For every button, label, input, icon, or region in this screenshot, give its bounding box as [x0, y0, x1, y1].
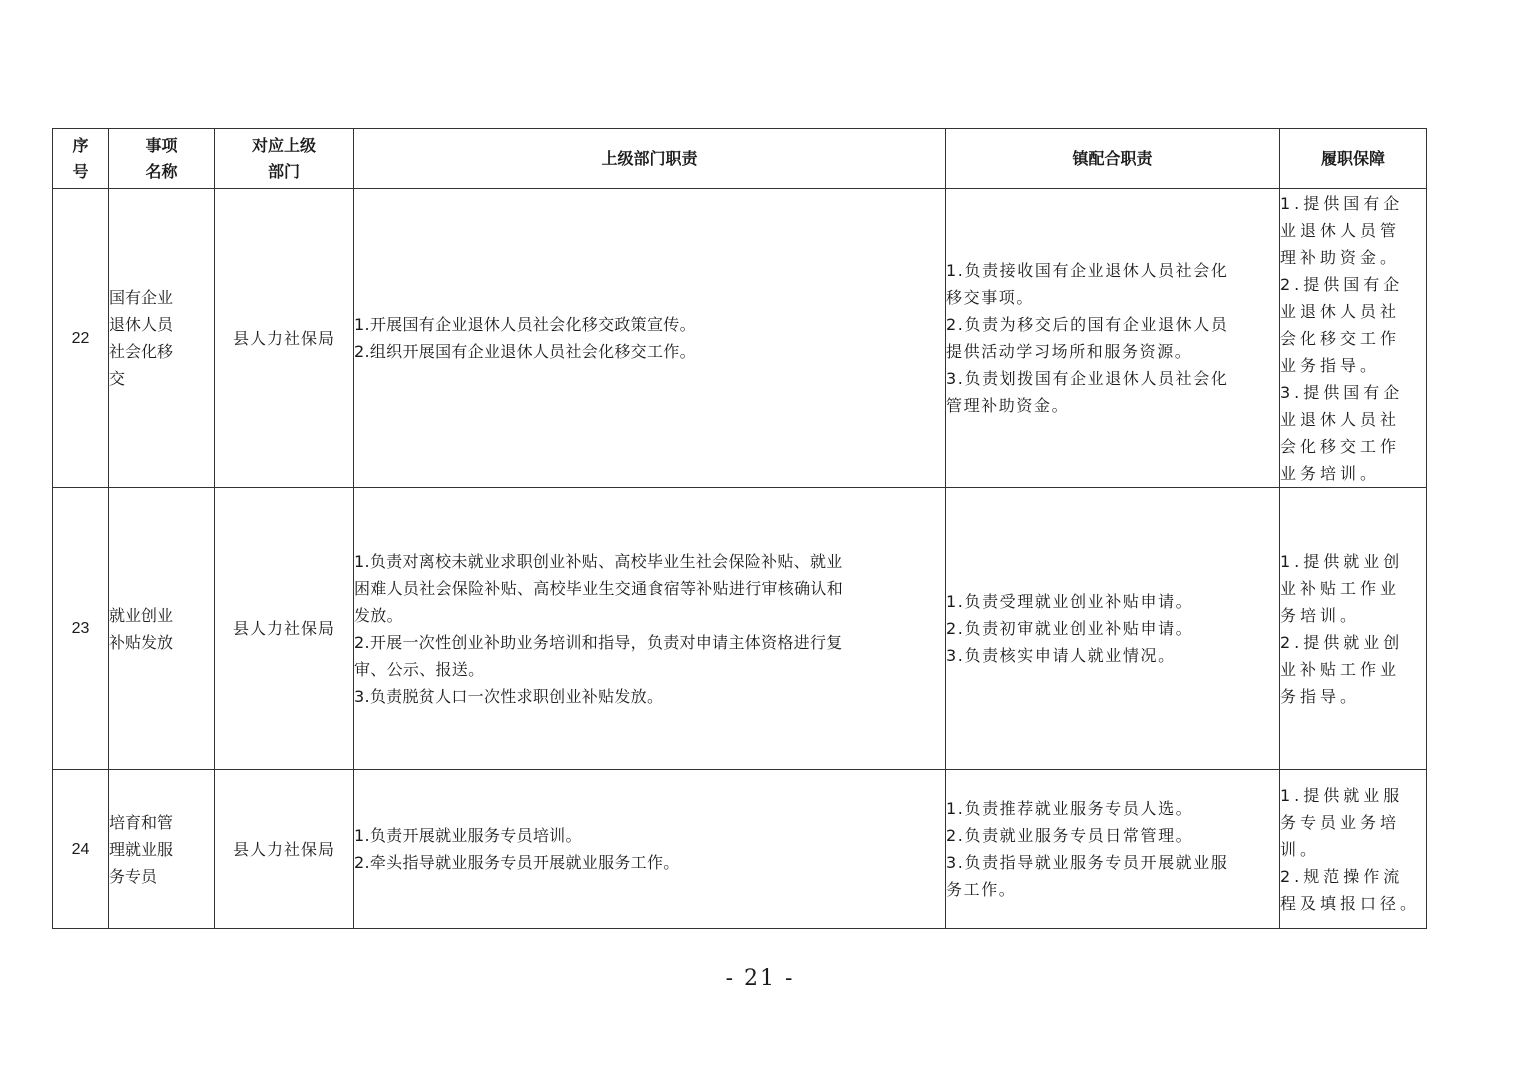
row-item-name: 国有企业 退休人员 社会化移 交 — [109, 189, 215, 488]
row-department: 县人力社保局 — [215, 770, 354, 929]
row-seq: 24 — [53, 770, 109, 929]
row-department: 县人力社保局 — [215, 488, 354, 770]
table-row — [53, 488, 1427, 770]
header-item-name: 事项 名称 — [109, 129, 215, 189]
table-row — [53, 770, 1427, 929]
header-town-duty: 镇配合职责 — [946, 129, 1280, 189]
header-seq: 序 号 — [53, 129, 109, 189]
table-header-row — [53, 129, 1427, 189]
row-upper-duty: 1.负责开展就业服务专员培训。 2.牵头指导就业服务专员开展就业服务工作。 — [354, 770, 946, 929]
header-upper-department: 对应上级 部门 — [215, 129, 354, 189]
row-department: 县人力社保局 — [215, 189, 354, 488]
row-town-duty: 1.负责接收国有企业退休人员社会化 移交事项。 2.负责为移交后的国有企业退休人员 提供活动学习场所和服务资源。 3.负责划拨国有企业退休人员社会化 管理补助资金。 — [946, 189, 1280, 488]
row-upper-duty: 1.负责对离校未就业求职创业补贴、高校毕业生社会保险补贴、就业 困难人员社会保险补贴、高校毕业生交通食宿等补贴进行审核确认和 发放。 2.开展一次性创业补助业务培训和指导，负责对申请主体资格进行复 审、公示、报送。 3.负责脱贫人口一次性求职创业补贴发放。 — [354, 488, 946, 770]
header-upper-duty: 上级部门职责 — [354, 129, 946, 189]
row-guarantee: 1.提供就业服 务专员业务培 训。 2.规范操作流 程及填报口径。 — [1280, 770, 1427, 929]
row-town-duty: 1.负责受理就业创业补贴申请。 2.负责初审就业创业补贴申请。 3.负责核实申请人就业情况。 — [946, 488, 1280, 770]
row-item-name: 就业创业 补贴发放 — [109, 488, 215, 770]
responsibility-table — [52, 128, 1427, 929]
table-row — [53, 189, 1427, 488]
row-upper-duty: 1.开展国有企业退休人员社会化移交政策宣传。 2.组织开展国有企业退休人员社会化移交工作。 — [354, 189, 946, 488]
row-seq: 22 — [53, 189, 109, 488]
row-guarantee: 1.提供国有企 业退休人员管 理补助资金。 2.提供国有企 业退休人员社 会化移交工作 业务指导。 3.提供国有企 业退休人员社 会化移交工作 业务培训。 — [1280, 189, 1427, 488]
page-number: - 21 - — [725, 966, 795, 991]
header-guarantee: 履职保障 — [1280, 129, 1427, 189]
row-item-name: 培育和管 理就业服 务专员 — [109, 770, 215, 929]
row-seq: 23 — [53, 488, 109, 770]
row-town-duty: 1.负责推荐就业服务专员人选。 2.负责就业服务专员日常管理。 3.负责指导就业服务专员开展就业服 务工作。 — [946, 770, 1280, 929]
row-guarantee: 1.提供就业创 业补贴工作业 务培训。 2.提供就业创 业补贴工作业 务指导。 — [1280, 488, 1427, 770]
